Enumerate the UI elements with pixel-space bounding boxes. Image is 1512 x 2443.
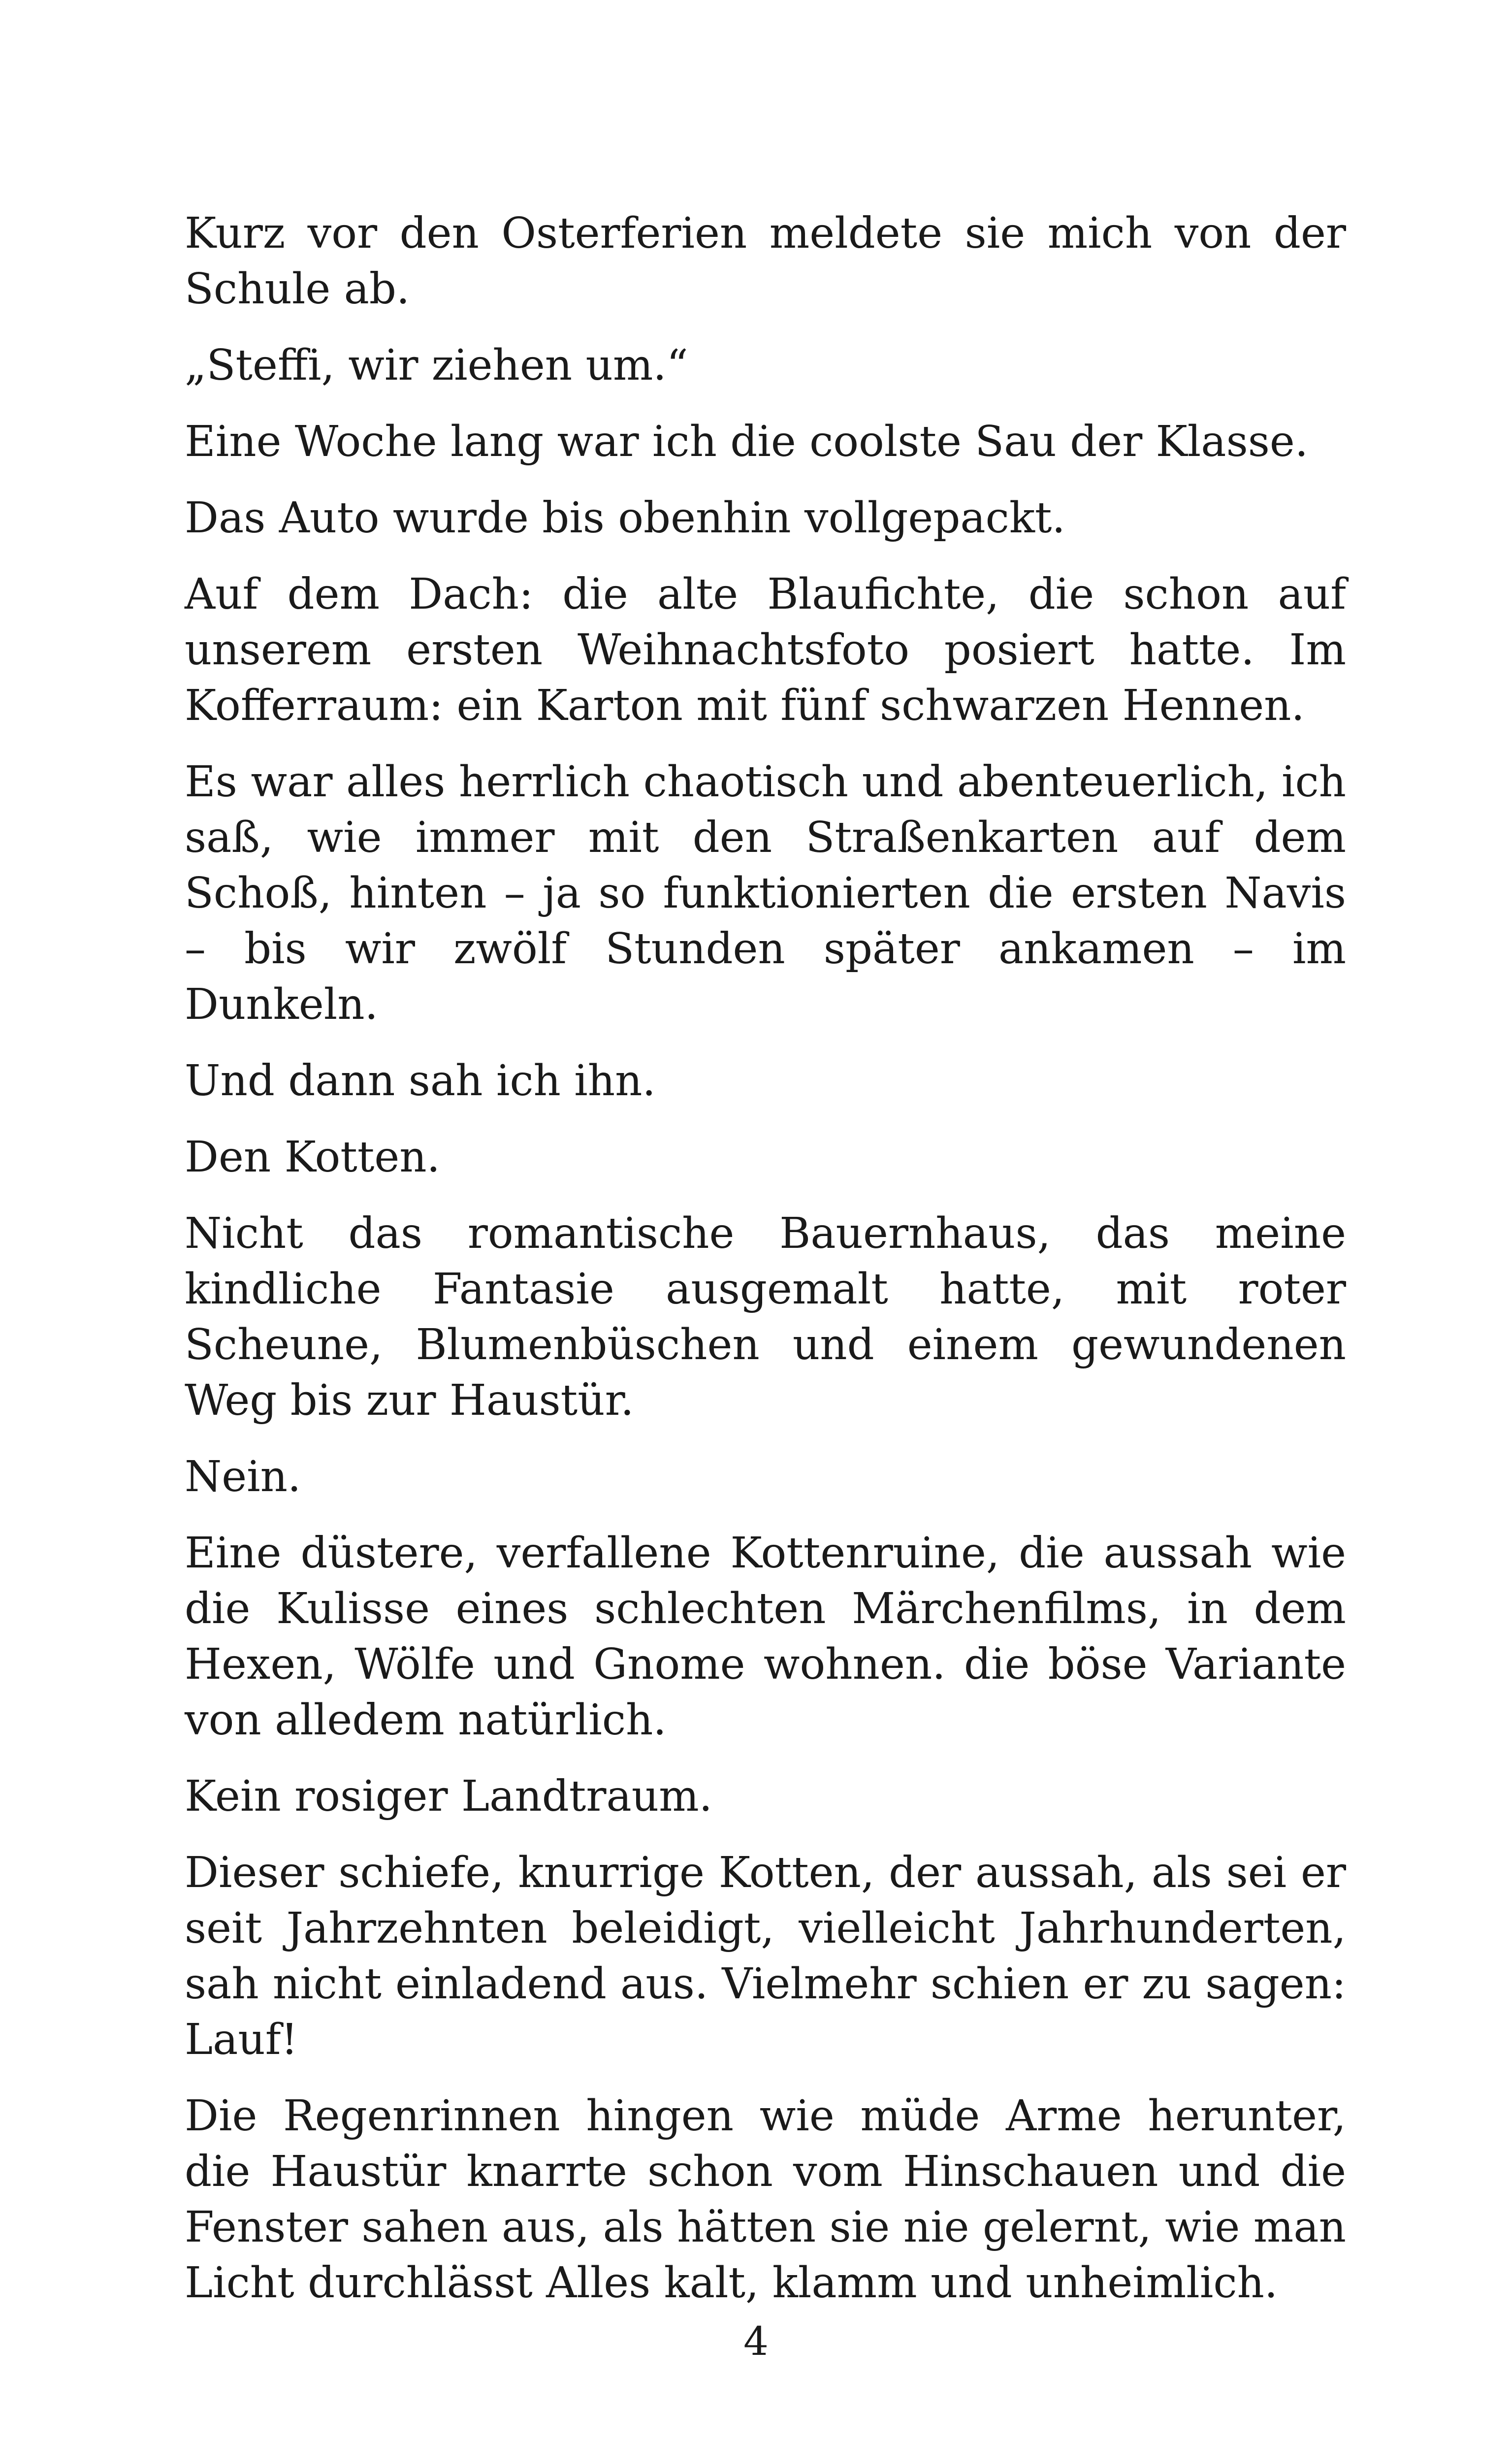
paragraph: Den Kotten.	[185, 1133, 441, 1182]
paragraph: Das Auto wurde bis obenhin vollgepackt.	[185, 493, 1065, 543]
paragraph: „Steffi, wir ziehen um.“	[185, 341, 688, 390]
paragraph: Dieser schiefe, knurrige Kotten, der aussah, als sei er seit Jahrzehnten beleidigt, vielleicht Jahrhunderten, sah nicht einladend aus. Vielmehr schien er zu sagen: Lauf!	[185, 1848, 1346, 2064]
paragraph: Kurz vor den Osterferien meldete sie mich von der Schule ab.	[185, 209, 1346, 314]
body-text	[185, 206, 1346, 2332]
paragraph: Kein rosiger Landtraum.	[185, 1772, 713, 1821]
paragraph: Es war alles herrlich chaotisch und abenteuerlich, ich saß, wie immer mit den Straßenkarten auf dem Schoß, hinten – ja so funktionierten die ersten Navis – bis wir zwölf Stunden später ankamen – im Dunkeln.	[185, 757, 1346, 1029]
paragraph: Und dann sah ich ihn.	[185, 1056, 656, 1106]
page-number: 4	[743, 2318, 769, 2364]
paragraph: Nein.	[185, 1452, 301, 1501]
paragraph: Nicht das romantische Bauernhaus, das meine kindliche Fantasie ausgemalt hatte, mit roter Scheune, Blumenbüschen und einem gewundenen Weg bis zur Haustür.	[185, 1209, 1346, 1425]
paragraph: Auf dem Dach: die alte Blaufichte, die schon auf unserem ersten Weihnachtsfoto posiert hatte. Im Kofferraum: ein Karton mit fünf schwarzen Hennen.	[185, 570, 1346, 730]
paragraph: Eine Woche lang war ich die coolste Sau der Klasse.	[185, 417, 1309, 466]
paragraph: Die Regenrinnen hingen wie müde Arme herunter, die Haustür knarrte schon vom Hinschauen und die Fenster sahen aus, als hätten sie nie gelernt, wie man Licht durchlässt Alles kalt, klamm und unheimlich.	[185, 2091, 1346, 2308]
paragraph: Eine düstere, verfallene Kottenruine, die aussah wie die Kulisse eines schlechten Märchenfilms, in dem Hexen, Wölfe und Gnome wohnen. die böse Variante von alledem natürlich.	[185, 1529, 1346, 1745]
